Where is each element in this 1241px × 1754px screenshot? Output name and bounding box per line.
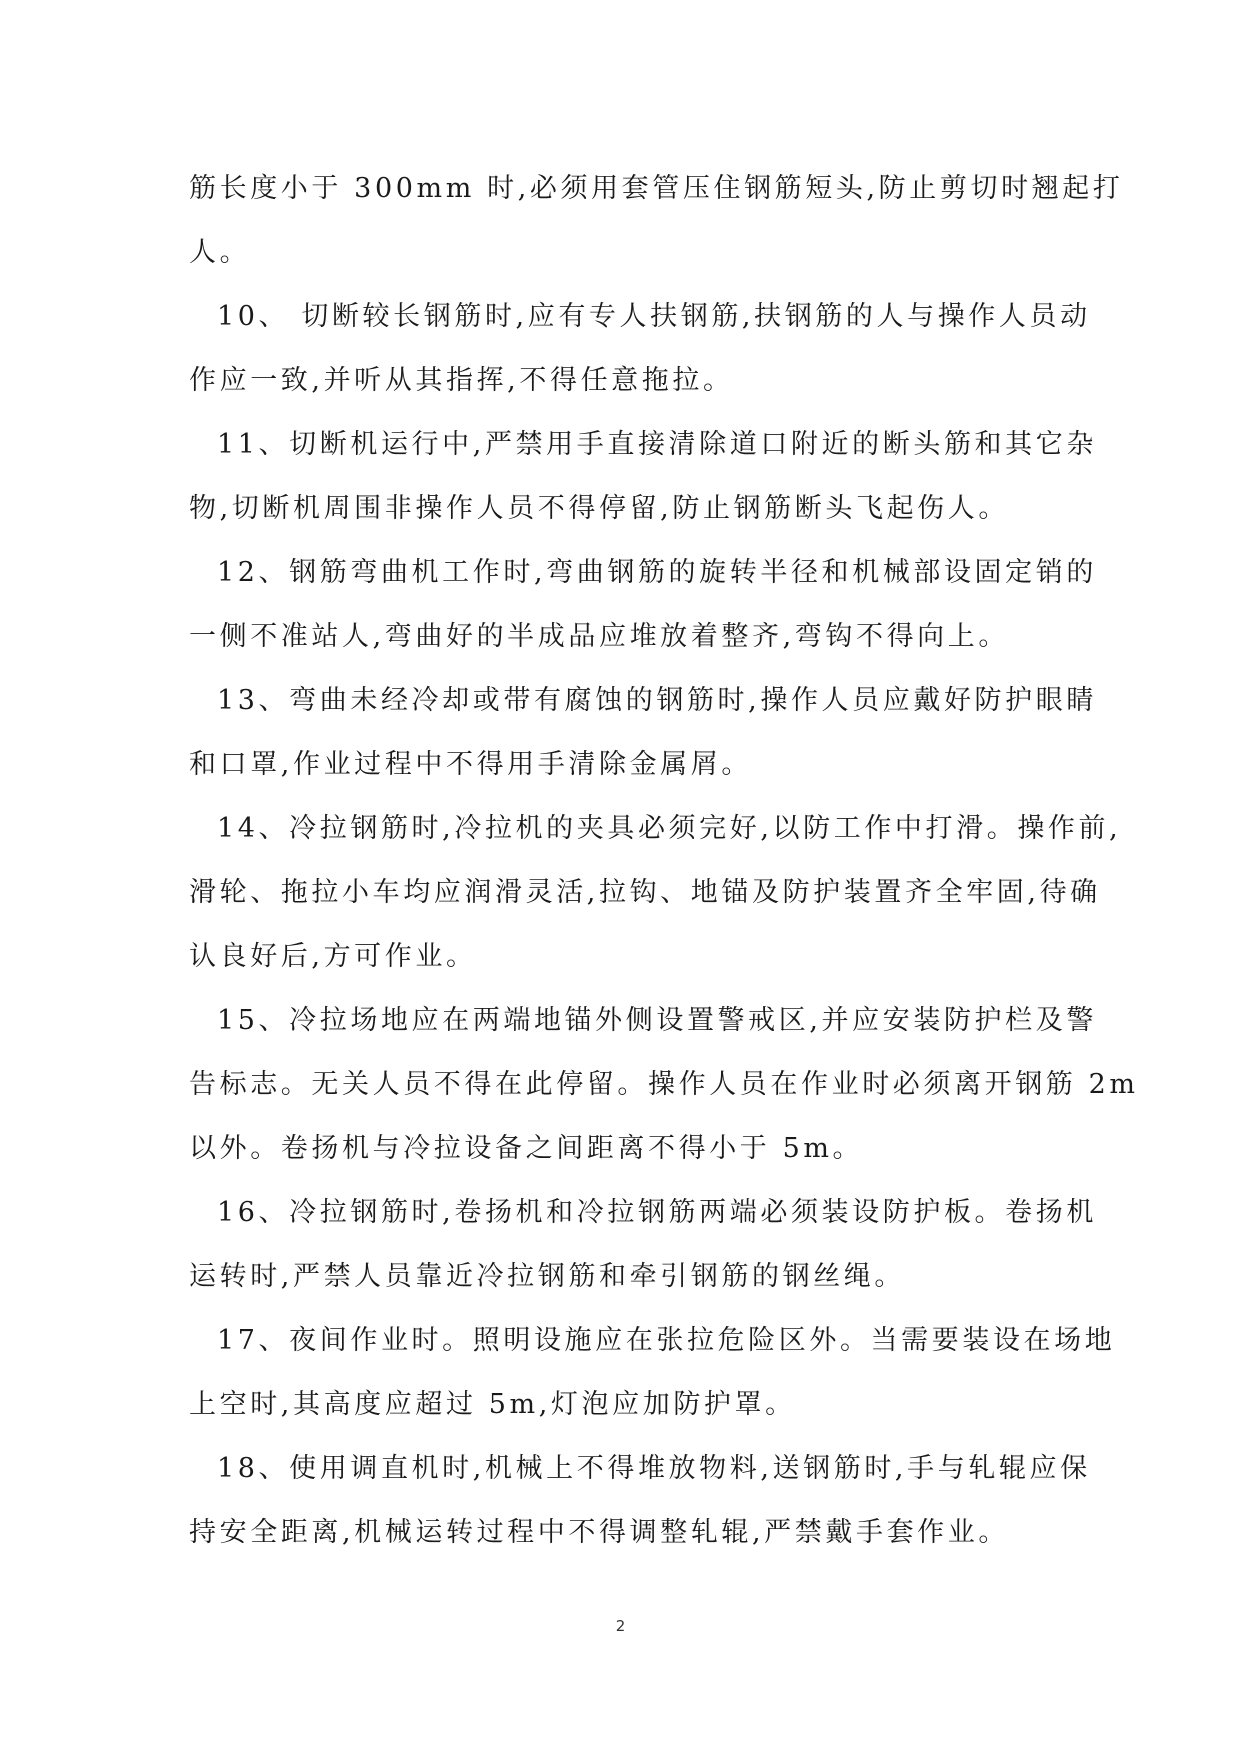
text-line: 一侧不准站人,弯曲好的半成品应堆放着整齐,弯钩不得向上。	[189, 621, 1009, 652]
text-line: 17、夜间作业时。照明设施应在张拉危险区外。当需要装设在场地	[217, 1325, 1116, 1356]
text-line: 认良好后,方可作业。	[189, 941, 477, 972]
text-line: 13、弯曲未经冷却或带有腐蚀的钢筋时,操作人员应戴好防护眼睛	[217, 685, 1097, 716]
document-body	[189, 157, 1139, 1565]
text-line: 和口罩,作业过程中不得用手清除金属屑。	[189, 749, 752, 780]
text-line: 12、钢筋弯曲机工作时,弯曲钢筋的旋转半径和机械部设固定销的	[217, 557, 1097, 588]
text-line: 11、切断机运行中,严禁用手直接清除道口附近的断头筋和其它杂	[217, 429, 1097, 460]
text-line: 14、冷拉钢筋时,冷拉机的夹具必须完好,以防工作中打滑。操作前,	[217, 813, 1122, 844]
text-line: 持安全距离,机械运转过程中不得调整轧辊,严禁戴手套作业。	[189, 1517, 1009, 1548]
text-line: 以外。卷扬机与冷拉设备之间距离不得小于 5m。	[189, 1133, 864, 1164]
text-line: 运转时,严禁人员靠近冷拉钢筋和牵引钢筋的钢丝绳。	[189, 1261, 905, 1292]
text-line: 作应一致,并听从其指挥,不得任意拖拉。	[189, 365, 734, 396]
text-line: 告标志。无关人员不得在此停留。操作人员在作业时必须离开钢筋 2m	[189, 1069, 1139, 1100]
text-line: 物,切断机周围非操作人员不得停留,防止钢筋断头飞起伤人。	[189, 493, 1009, 524]
text-line: 筋长度小于 300mm 时,必须用套管压住钢筋短头,防止剪切时翘起打	[189, 173, 1124, 204]
text-line: 18、使用调直机时,机械上不得堆放物料,送钢筋时,手与轧辊应保	[217, 1453, 1091, 1484]
text-line: 16、冷拉钢筋时,卷扬机和冷拉钢筋两端必须装设防护板。卷扬机	[217, 1197, 1097, 1228]
text-line: 上空时,其高度应超过 5m,灯泡应加防护罩。	[189, 1389, 796, 1420]
text-line: 10、 切断较长钢筋时,应有专人扶钢筋,扶钢筋的人与操作人员动	[217, 301, 1091, 332]
page-number: 2	[615, 1617, 626, 1635]
text-line: 人。	[189, 237, 251, 268]
text-line: 滑轮、拖拉小车均应润滑灵活,拉钩、地锚及防护装置齐全牢固,待确	[189, 877, 1101, 908]
text-line: 15、冷拉场地应在两端地锚外侧设置警戒区,并应安装防护栏及警	[217, 1005, 1097, 1036]
